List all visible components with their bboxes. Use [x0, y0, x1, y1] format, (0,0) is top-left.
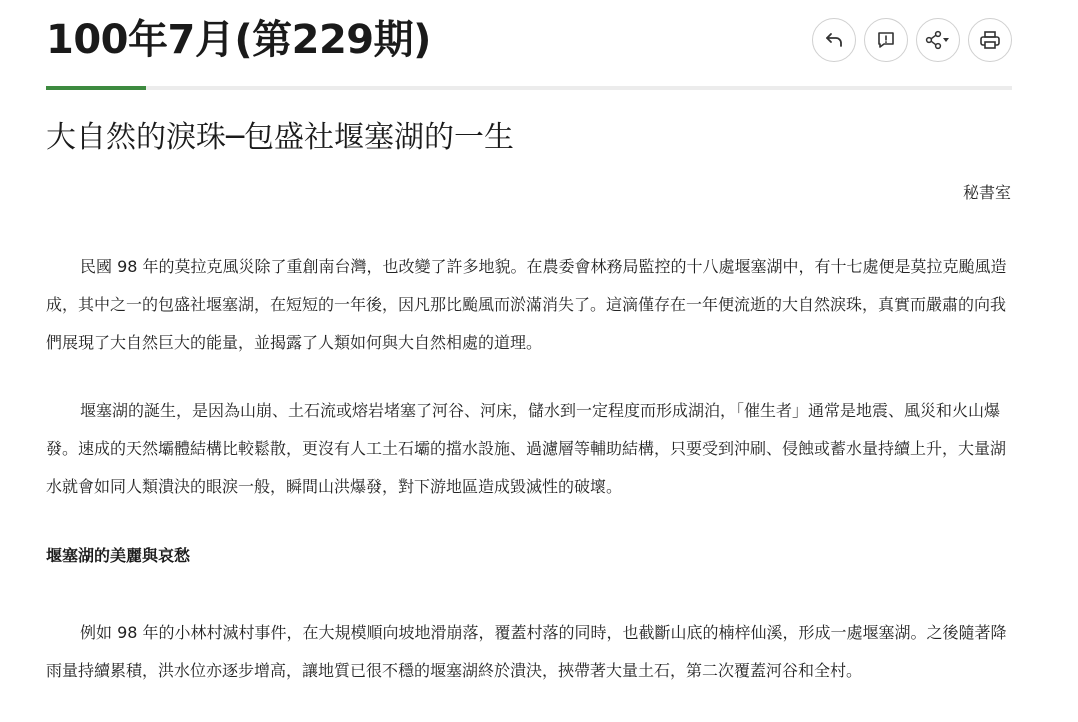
page-header: [46, 14, 1012, 90]
toolbar: [812, 18, 1012, 62]
section-heading: 堰塞湖的美麗與哀愁: [46, 546, 191, 565]
share-button[interactable]: [916, 18, 960, 62]
header-divider-accent: [46, 86, 146, 90]
print-button[interactable]: [968, 18, 1012, 62]
article-paragraph: 民國 98 年的莫拉克風災除了重創南台灣，也改變了許多地貌。在農委會林務局監控的十八處堰塞湖中，有十七處便是莫拉克颱風造成，其中之一的包盛社堰塞湖，在短短的一年後，因凡那比颱風而淤滿消失了。這滴僅存在一年便流逝的大自然淚珠，真實而嚴肅的向我們展現了大自然巨大的能量，並揭露了人類如何與大自然相處的道理。: [46, 257, 1007, 352]
share-icon: [925, 30, 951, 50]
print-icon: [979, 30, 1001, 50]
article-author: 秘書室: [962, 183, 1011, 202]
feedback-icon: [876, 30, 896, 50]
article-paragraph: 例如 98 年的小林村滅村事件，在大規模順向坡地滑崩落，覆蓋村落的同時，也截斷山底的楠梓仙溪，形成一處堰塞湖。之後隨著降雨量持續累積，洪水位亦逐步增高，讓地質已很不穩的堰塞湖終於潰決，挾帶著大量土石，第二次覆蓋河谷和全村。: [46, 623, 1007, 680]
article-paragraph: 堰塞湖的誕生，是因為山崩、土石流或熔岩堵塞了河谷、河床，儲水到一定程度而形成湖泊，「催生者」通常是地震、風災和火山爆發。速成的天然壩體結構比較鬆散，更沒有人工土石壩的擋水設施、過濾層等輔助結構，只要受到沖刷、侵蝕或蓄水量持續上升，大量湖水就會如同人類潰決的眼淚一般，瞬間山洪爆發，對下游地區造成毀滅性的破壞。: [46, 401, 1007, 496]
header-divider: [46, 86, 1012, 90]
back-arrow-icon: [824, 30, 844, 50]
feedback-button[interactable]: [864, 18, 908, 62]
article-title: 大自然的淚珠─包盛社堰塞湖的一生: [46, 120, 515, 155]
page-title: 100年7月(第229期): [46, 17, 431, 63]
back-button[interactable]: [812, 18, 856, 62]
